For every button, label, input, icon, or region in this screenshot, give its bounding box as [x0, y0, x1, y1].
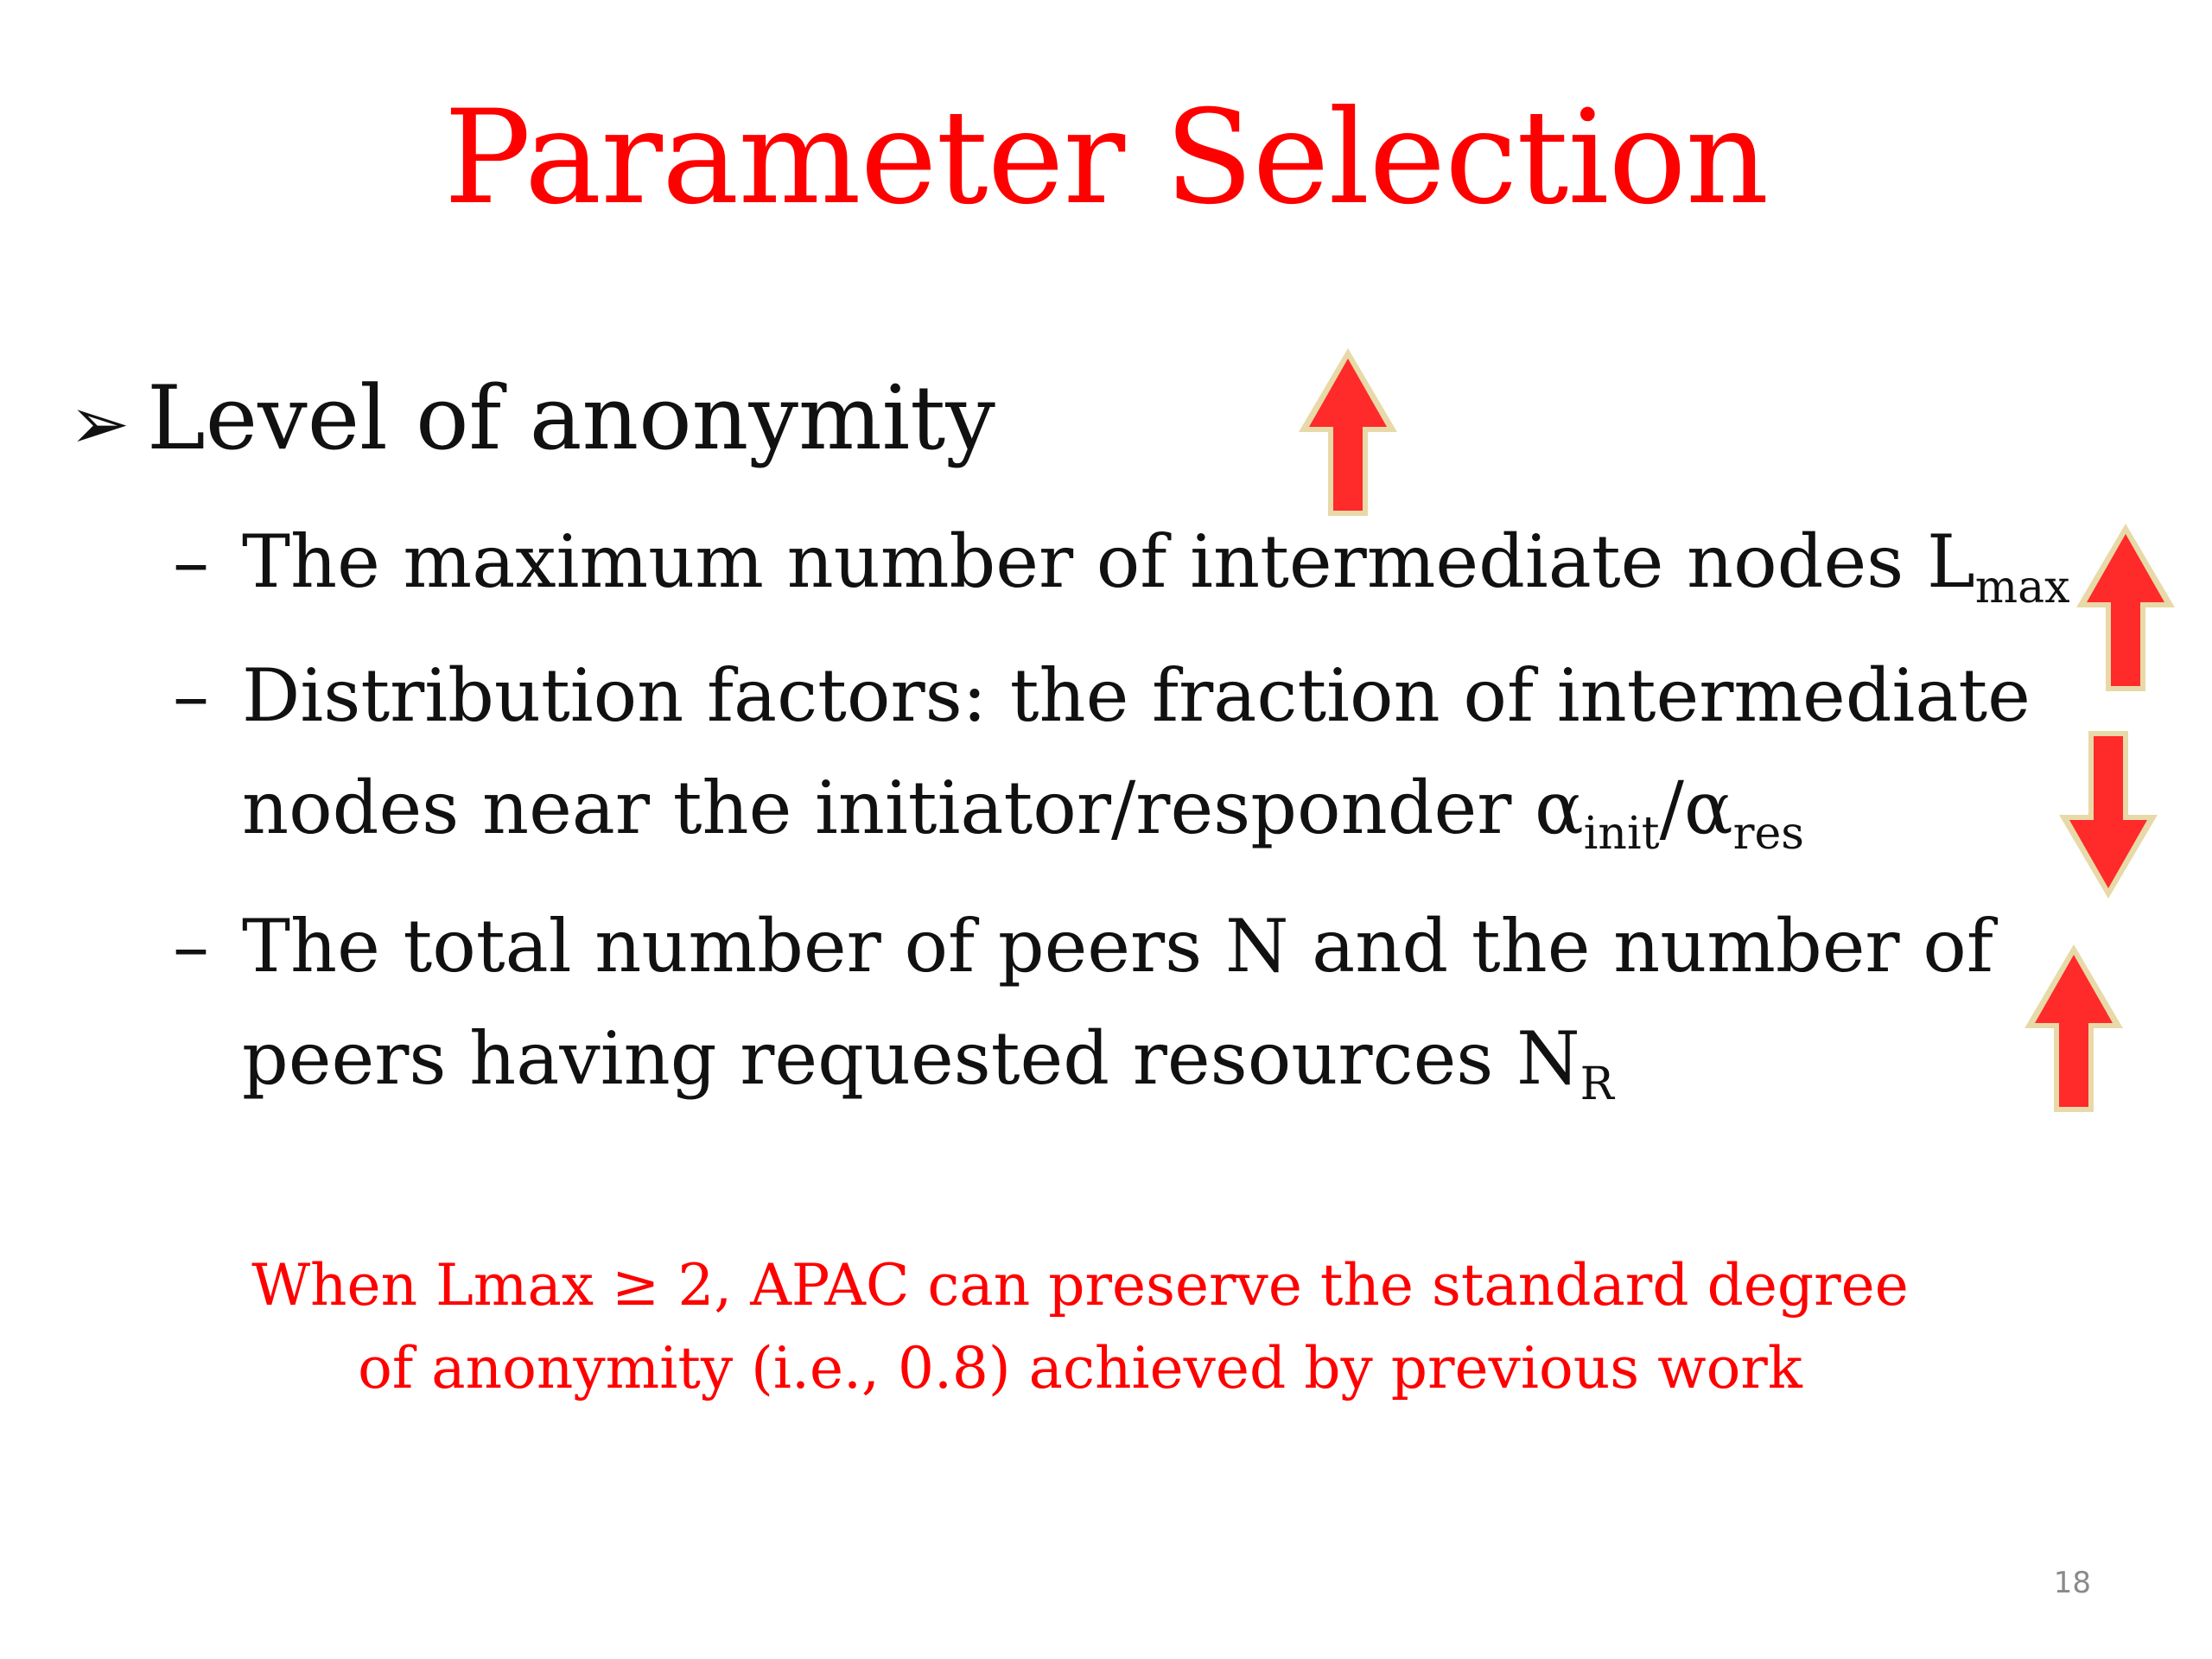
sub-item-text: Distribution factors: the fraction of intermediate — [242, 653, 2031, 738]
slide-title: Parameter Selection — [443, 83, 1769, 233]
dash-marker: – — [173, 653, 209, 738]
sub-item-text: nodes near the initiator/responder α — [242, 766, 1584, 850]
dash-marker: – — [173, 519, 209, 604]
subscript: max — [1974, 562, 2070, 614]
sub-item-max-nodes — [173, 505, 2070, 618]
up-arrow-icon — [1292, 341, 1404, 523]
subscript: init — [1583, 808, 1660, 861]
sub-item-text: /α — [1659, 766, 1733, 850]
sub-item-total-peers — [173, 890, 1993, 1115]
up-arrow-icon — [2069, 517, 2182, 698]
subscript: R — [1580, 1058, 1614, 1111]
sub-item-line — [173, 752, 2031, 864]
page-number: 18 — [2053, 1566, 2091, 1600]
bullet-level-of-anonymity — [69, 363, 995, 480]
sub-item-text: The total number of peers N and the number of — [242, 904, 1993, 988]
sub-item-line — [173, 639, 2031, 752]
sub-item-line — [173, 1002, 1993, 1115]
up-arrow-icon — [2018, 938, 2130, 1119]
sub-item-text: peers having requested resources N — [242, 1016, 1580, 1101]
note-line: When Lmax ≥ 2, APAC can preserve the standard degree — [251, 1252, 1909, 1319]
bullet-text: Level of anonymity — [147, 367, 995, 470]
highlight-note — [0, 1244, 2160, 1410]
bullet-arrow-icon: ➢ — [69, 381, 130, 466]
dash-marker: – — [173, 904, 209, 988]
subscript: res — [1732, 808, 1805, 861]
sub-item-line — [173, 890, 1993, 1002]
note-line: of anonymity (i.e., 0.8) achieved by previous work — [358, 1335, 1802, 1402]
down-arrow-icon — [2052, 724, 2164, 906]
sub-item-distribution-factors — [173, 639, 2031, 864]
sub-item-text: The maximum number of intermediate nodes L — [242, 519, 1975, 604]
